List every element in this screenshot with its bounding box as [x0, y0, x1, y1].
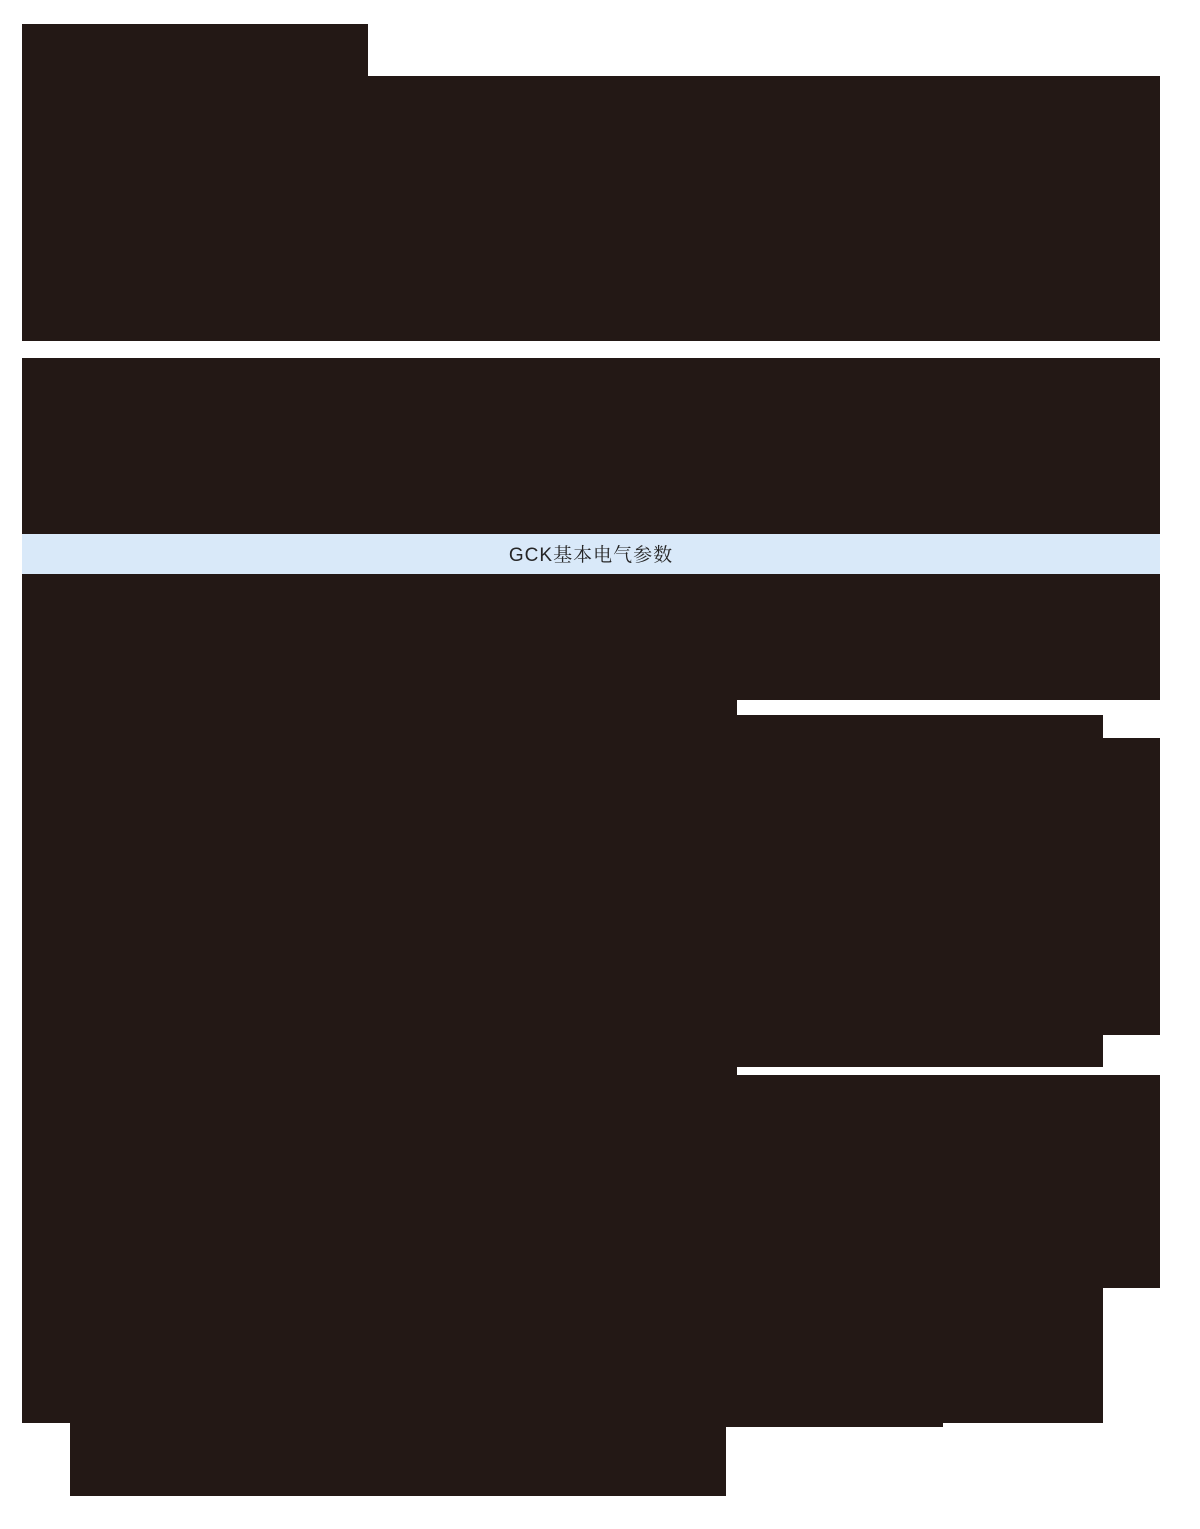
section-title-band [22, 534, 1160, 574]
redacted-block-left-column [22, 574, 737, 1423]
redacted-block-bottom-left [70, 1423, 726, 1496]
redacted-block-far-right-strip [1103, 738, 1160, 1035]
redacted-block-top-banner [22, 76, 1160, 341]
redacted-block-right-lower-wide [737, 1075, 1160, 1288]
redacted-block-right-top [737, 574, 1160, 700]
redacted-block-right-middle [737, 715, 1103, 1067]
redacted-strip-bottom-thin [726, 1423, 943, 1427]
redacted-block-right-lower-narrow [737, 1288, 1103, 1423]
redacted-block-upper-band [22, 358, 1160, 534]
redacted-block-top-left-tab [22, 24, 368, 76]
section-title-text: GCK基本电气参数 [508, 544, 674, 566]
